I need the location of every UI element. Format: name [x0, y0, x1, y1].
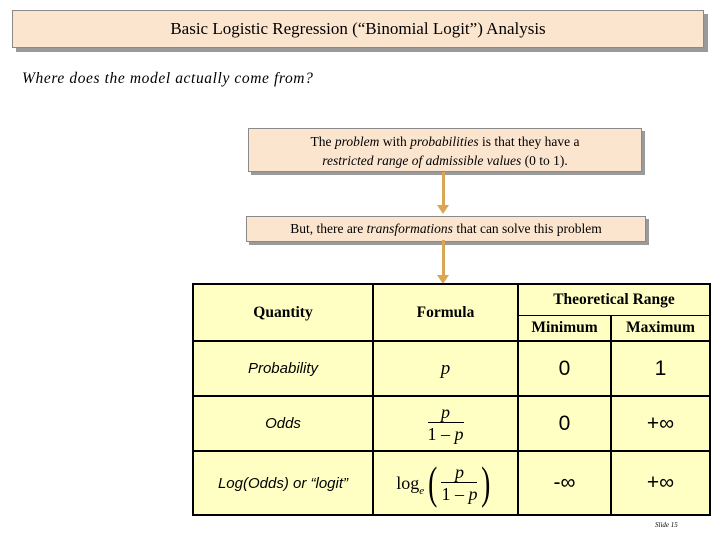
- denominator-one-minus: 1 –: [441, 483, 469, 504]
- row-logit-max: +∞: [646, 471, 675, 494]
- arrow-1-shaft: [442, 172, 445, 206]
- row-logit-quantity: Log(Odds) or “logit”: [217, 474, 349, 492]
- log-base: e: [419, 485, 425, 497]
- callout1-text-problem: problem: [334, 134, 380, 149]
- slide-title: [12, 10, 704, 48]
- arrow-2-shaft: [442, 240, 445, 276]
- row-odds-formula: [374, 397, 517, 450]
- callout2-text-c: that can solve this problem: [452, 221, 602, 236]
- callout2-text-transformations: transformations: [366, 221, 453, 236]
- callout1-text-a: The: [310, 134, 335, 149]
- row-probability-quantity: Probability: [247, 360, 319, 377]
- denominator-p: p: [468, 483, 478, 504]
- header-theoretical-range: Theoretical Range: [553, 291, 675, 308]
- fraction-numerator: p: [454, 461, 464, 482]
- odds-fraction: [428, 402, 464, 445]
- callout1-text-probabilities: probabilities: [410, 134, 479, 149]
- fraction-numerator: p: [441, 402, 450, 422]
- header-maximum: Maximum: [626, 319, 695, 336]
- fraction-denominator: [441, 483, 477, 505]
- header-minimum: Minimum: [531, 319, 598, 336]
- row-odds-max: +∞: [646, 411, 675, 435]
- callout2-text-a: But, there are: [290, 221, 367, 236]
- denominator-p: p: [454, 424, 464, 444]
- slide-title-text: Basic Logistic Regression (“Binomial Logit”) Analysis: [170, 19, 546, 38]
- row-probability-max: 1: [654, 356, 667, 380]
- range-table: [192, 283, 711, 516]
- row-odds-quantity: Odds: [265, 415, 301, 432]
- row-probability-min: 0: [558, 356, 571, 380]
- row-probability-formula: [374, 342, 517, 395]
- log-function: [396, 457, 495, 508]
- callout1-text-range: restricted range of admissible values: [322, 153, 522, 168]
- callout1-text-values: (0 to 1).: [521, 153, 568, 168]
- slide-subtitle: Where does the model actually come from?: [22, 70, 314, 87]
- right-paren: ): [481, 457, 491, 508]
- formula-p: p: [440, 357, 451, 379]
- row-odds-min: 0: [558, 411, 571, 435]
- denominator-one-minus: 1 –: [427, 424, 455, 444]
- callout1-text-e: is that they have a: [478, 134, 580, 149]
- log-text: log: [396, 472, 420, 493]
- callout1-text-c: with: [379, 134, 411, 149]
- transformations-callout: [246, 216, 646, 242]
- slide-number: Slide 15: [655, 521, 678, 529]
- problem-callout: [248, 128, 642, 172]
- fraction-denominator: [428, 423, 464, 445]
- row-logit-formula: [374, 452, 517, 514]
- left-paren: (: [428, 457, 438, 508]
- header-quantity: Quantity: [253, 303, 313, 321]
- header-formula: Formula: [416, 303, 475, 321]
- row-logit-min: -∞: [553, 471, 576, 494]
- logit-fraction: [441, 462, 477, 505]
- arrow-1-head: [437, 205, 449, 214]
